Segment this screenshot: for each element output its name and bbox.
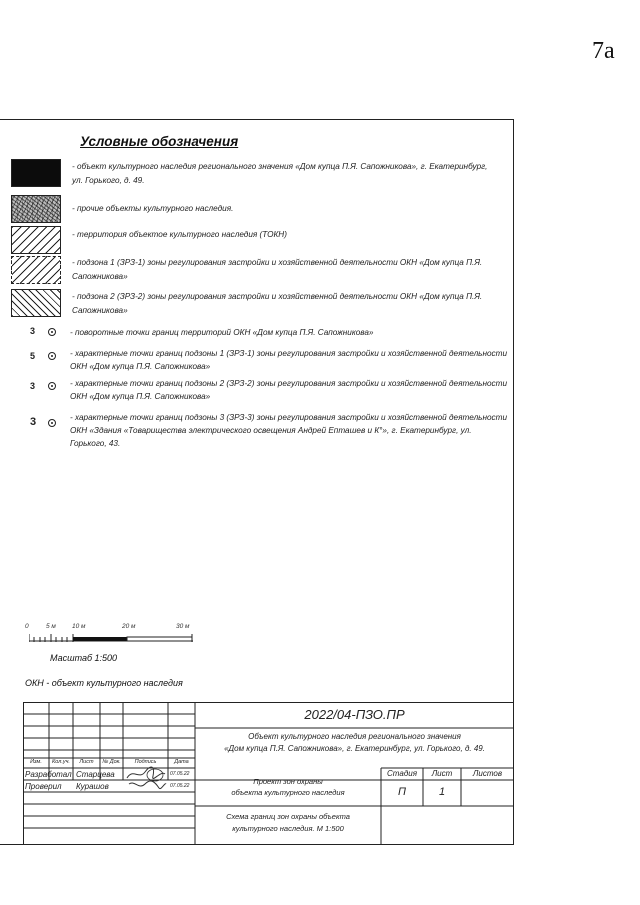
boundary-point-icon xyxy=(48,328,56,336)
header-change: Изм. xyxy=(30,759,42,765)
document-code: 2022/04-ПЗО.ПР xyxy=(304,707,405,722)
page-number: 7а xyxy=(592,38,615,64)
abbreviation-note: ОКН - объект культурного наследия xyxy=(25,678,183,688)
drawing-title-line-1: Схема границ зон охраны объекта xyxy=(226,812,350,821)
point-text-subzone-3: - характерные точки границ подзоны 3 (ЗРЗ-3) зоны регулирования застройки и хозяйственной деятельности ОКН «Здания «Товарищества электрического освещения Андрей Епташев и К°», г. Екатеринбург, ул. Горького, 43. xyxy=(70,413,508,448)
drawing-title-line-2: культурного наследия. М 1:500 xyxy=(232,824,344,833)
signature-checker xyxy=(125,778,167,794)
legend-swatch-territory xyxy=(11,226,61,254)
scale-tick-label: 5 м xyxy=(46,623,56,630)
sheet-header: Лист xyxy=(431,769,453,778)
legend-text-territory: - территория объектое культурного наследия (ТОКН) xyxy=(72,230,287,239)
legend-swatch-heritage-object xyxy=(11,159,61,187)
name-developer: Старцева xyxy=(76,770,115,779)
legend-swatch-subzone-1 xyxy=(11,256,61,284)
project-line-1: Проект зон охраны xyxy=(253,777,323,786)
project-line-2: объекта культурного наследия xyxy=(231,788,345,797)
header-date: Дата xyxy=(174,759,189,765)
scale-bar xyxy=(29,634,193,642)
legend-text-heritage-object: - объект культурного наследия регионального значения «Дом купца П.Я. Сапожникова», г. Екатеринбург, ул. Горького, д. 49. xyxy=(72,162,488,185)
sheet-value: 1 xyxy=(438,786,446,798)
title-block xyxy=(23,702,514,845)
role-developer: Разработал xyxy=(25,770,72,779)
header-count: Кол.уч. xyxy=(52,759,70,765)
point-text-subzone-1: - характерные точки границ подзоны 1 (ЗРЗ-1) зоны регулирования застройки и хозяйственной деятельности ОКН «Дом купца П.Я. Сапожникова» xyxy=(70,349,508,371)
point-number: 3 xyxy=(30,416,37,428)
scale-tick-label: 30 м xyxy=(176,623,190,630)
point-text-subzone-2: - характерные точки границ подзоны 2 (ЗРЗ-2) зоны регулирования застройки и хозяйственной деятельности ОКН «Дом купца П.Я. Сапожникова» xyxy=(70,379,508,401)
date-developer: 07.05.22 xyxy=(170,771,190,777)
point-number: 3 xyxy=(30,326,36,336)
stage-value: П xyxy=(398,786,406,798)
point-number: 5 xyxy=(30,351,36,361)
boundary-point-icon xyxy=(48,352,56,360)
header-sheet: Лист xyxy=(79,759,94,765)
point-number: 3 xyxy=(30,381,36,391)
header-doc-number: № Док. xyxy=(102,759,121,765)
legend-swatch-subzone-2 xyxy=(11,289,61,317)
stage-header: Стадия xyxy=(387,769,417,778)
legend-swatch-other-objects xyxy=(11,195,61,223)
legend-title: Условные обозначения xyxy=(80,134,239,149)
sheets-header: Листов xyxy=(472,769,503,778)
scale-tick-label: 10 м xyxy=(72,623,86,630)
scale-tick-label: 20 м xyxy=(122,623,136,630)
point-text-territory: - поворотные точки границ территорий ОКН «Дом купца П.Я. Сапожникова» xyxy=(70,328,374,337)
object-name-line-1: Объект культурного наследия регионального значения xyxy=(248,732,461,741)
name-checker: Курашов xyxy=(76,782,109,791)
role-checker: Проверил xyxy=(25,782,62,791)
scale-tick-label: 0 xyxy=(25,623,29,630)
header-signature: Подпись xyxy=(134,759,157,765)
scale-label: Масштаб 1:500 xyxy=(50,653,118,663)
legend-text-subzone-2: - подзона 2 (ЗРЗ-2) зоны регулирования застройки и хозяйственной деятельности ОКН «Дом купца П.Я. Сапожникова» xyxy=(72,292,483,315)
legend-text-subzone-1: - подзона 1 (ЗРЗ-1) зоны регулирования застройки и хозяйственной деятельности ОКН «Дом купца П.Я. Сапожникова» xyxy=(72,258,483,281)
legend-text-other-objects: - прочие объекты культурного наследия. xyxy=(72,204,234,213)
object-name-line-2: «Дом купца П.Я. Сапожникова», г. Екатеринбург, ул. Горького, д. 49. xyxy=(224,744,485,753)
boundary-point-icon xyxy=(48,382,56,390)
date-checker: 07.05.22 xyxy=(170,783,190,789)
boundary-point-icon xyxy=(48,419,56,427)
